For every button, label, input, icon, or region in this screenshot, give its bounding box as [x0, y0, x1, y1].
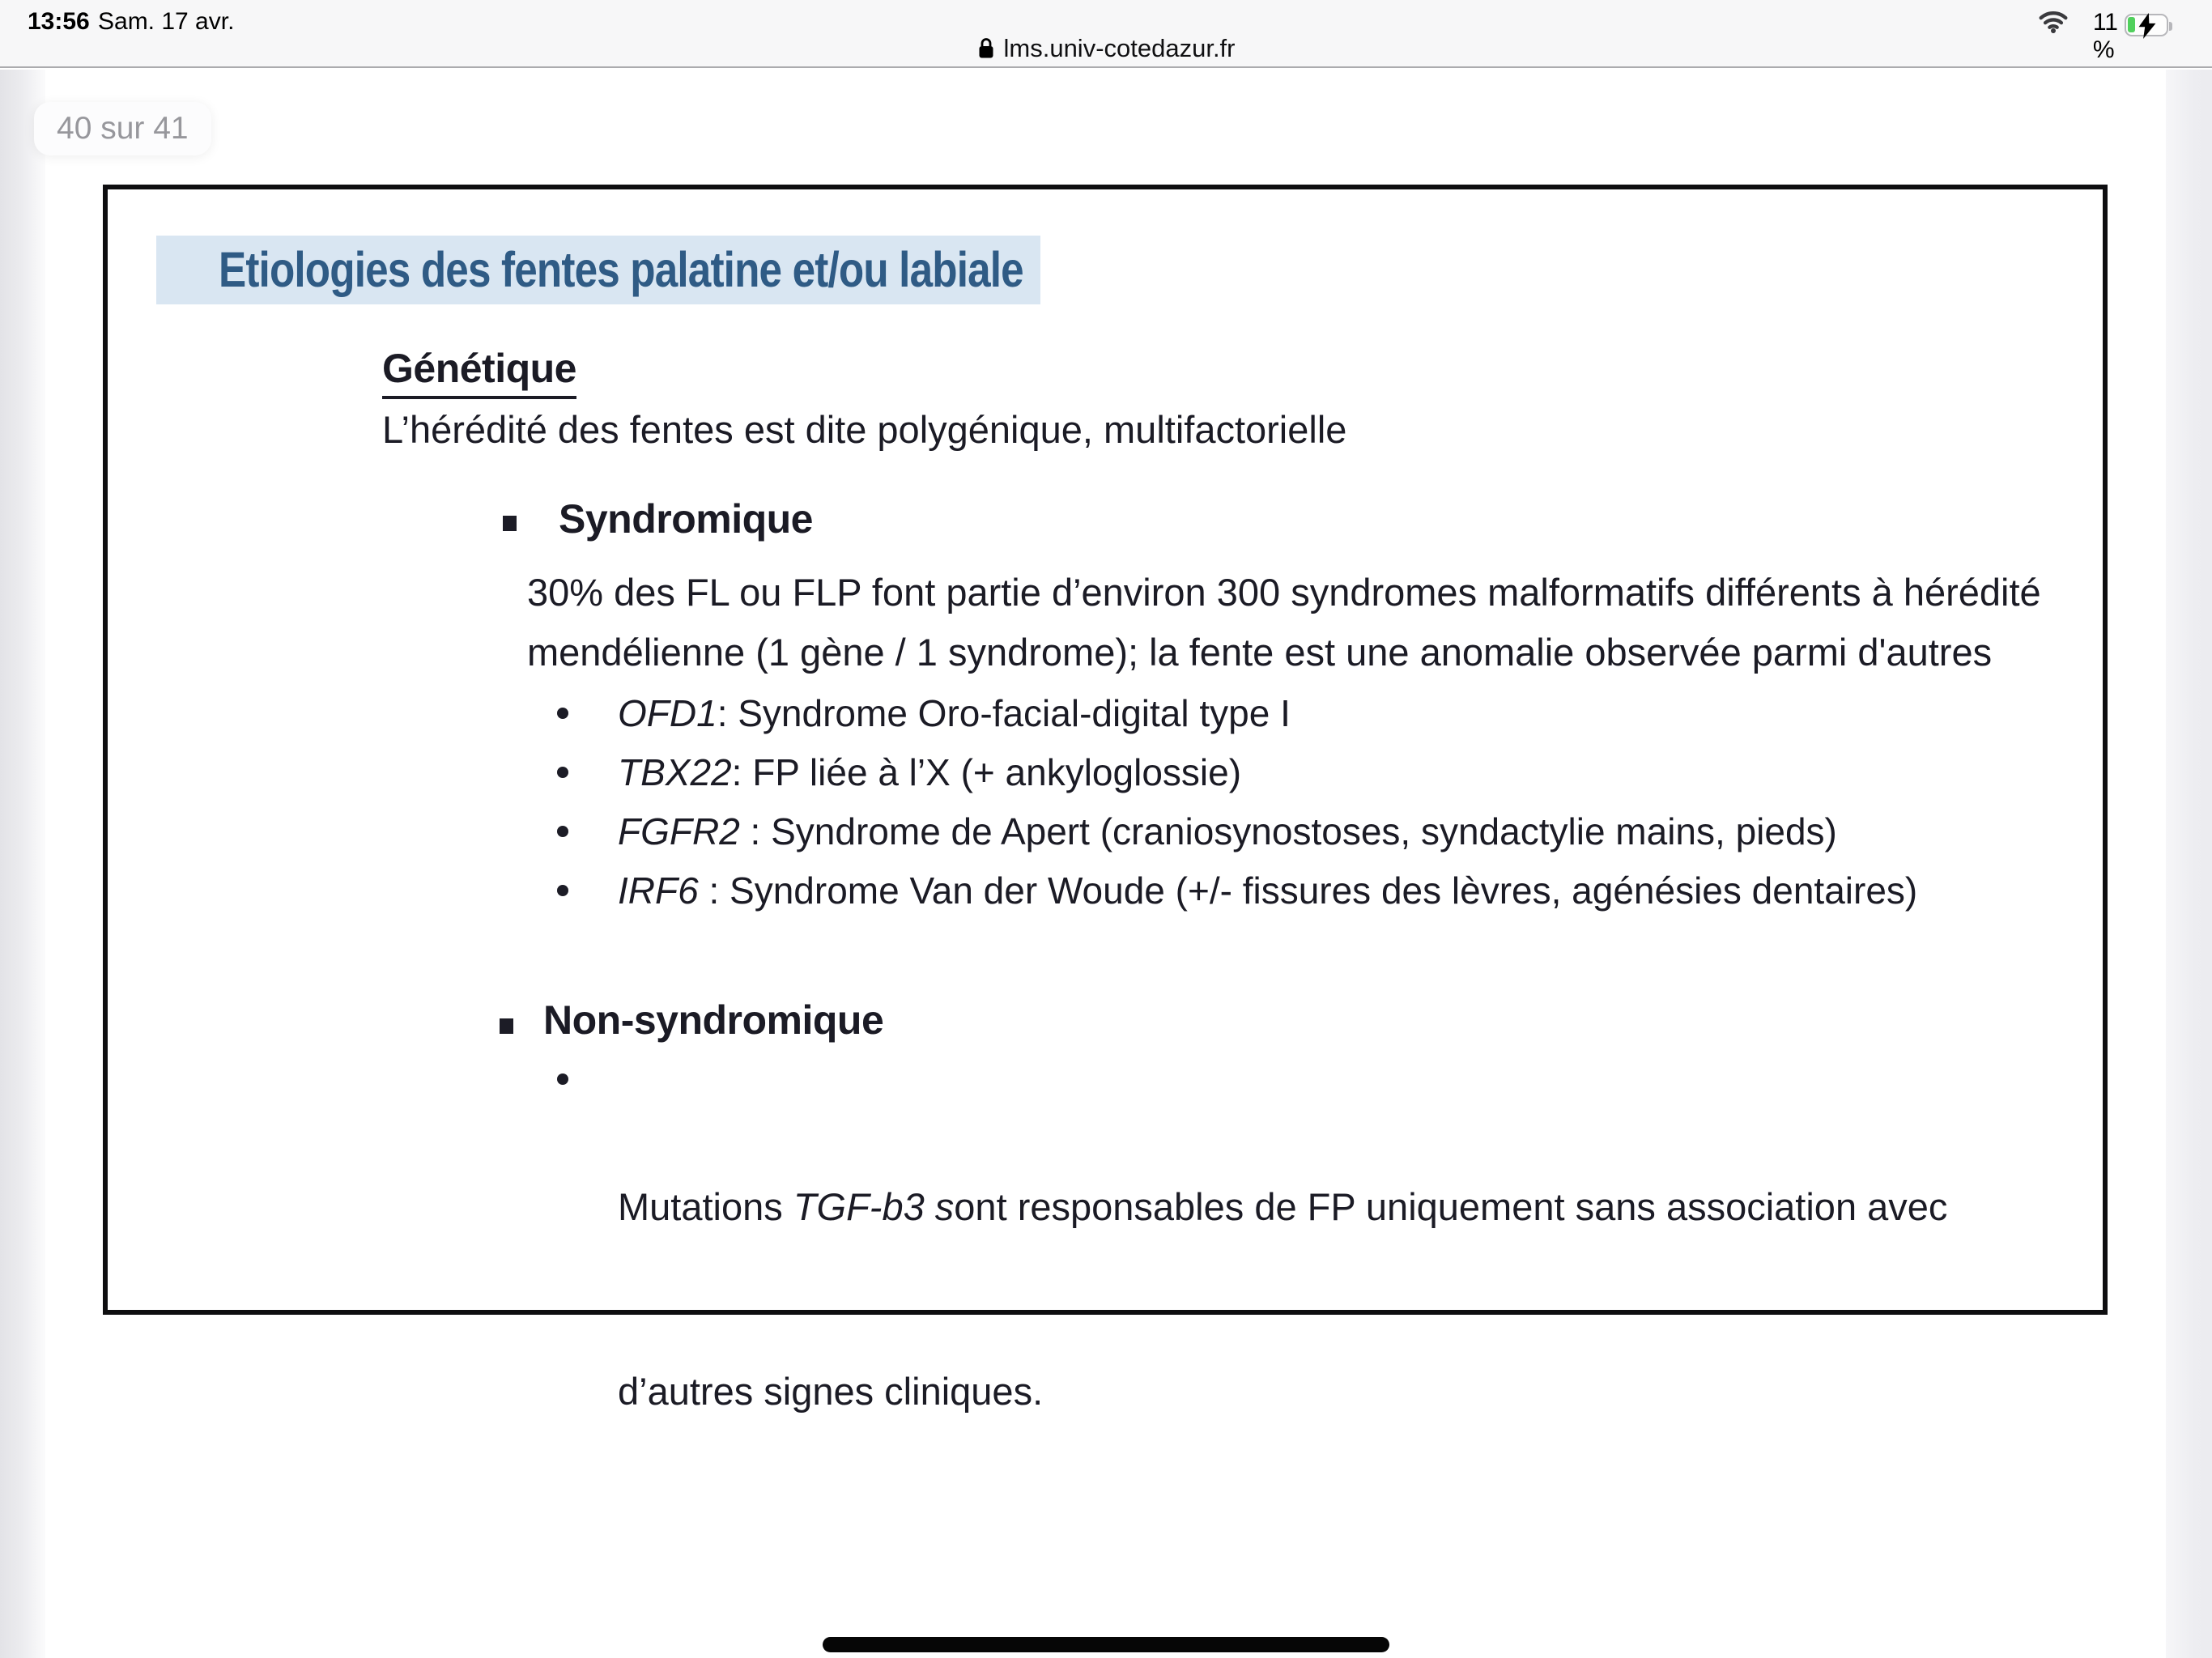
dot-bullet-icon — [557, 885, 568, 896]
mutations-rest: ont responsables de FP uniquement sans association avec — [954, 1185, 1948, 1228]
dot-bullet-icon — [557, 826, 568, 837]
mutations-line-2: d’autres signes cliniques. — [618, 1370, 1044, 1413]
gene-name: OFD1 — [618, 691, 717, 734]
intro-line: L’hérédité des fentes est dite polygénique, multifactorielle — [382, 408, 1347, 451]
dot-bullet-icon — [557, 767, 568, 778]
dot-bullet-icon — [557, 1073, 568, 1085]
address-bar[interactable] — [0, 32, 2212, 65]
separator: : — [731, 750, 753, 793]
page-count-badge: 40 sur 41 — [34, 102, 211, 155]
list-item — [557, 683, 1917, 742]
separator: : — [717, 691, 738, 734]
square-bullet-icon — [503, 516, 517, 531]
list-item — [557, 801, 1917, 861]
dot-bullet-icon — [557, 708, 568, 719]
gene-description: FP liée à l’X (+ ankyloglossie) — [752, 750, 1242, 793]
mutations-bullet-text — [618, 1053, 1947, 1484]
gene-description: Syndrome de Apert (craniosynostoses, syndactylie mains, pieds) — [771, 810, 1837, 852]
gene-bullet-list — [557, 683, 1917, 920]
section-heading-genetique: Génétique — [382, 345, 576, 399]
battery-nub — [2169, 22, 2172, 31]
safari-toolbar — [0, 0, 2212, 68]
wifi-icon — [2039, 10, 2068, 34]
lock-icon — [977, 37, 995, 60]
list-item — [557, 861, 1917, 920]
mutations-prefix: Mutations — [618, 1185, 793, 1228]
battery-fill — [2128, 17, 2135, 32]
gene-description: Syndrome Van der Woude (+/- fissures des lèvres, agénésies dentaires) — [730, 869, 1918, 912]
paragraph-line: 30% des FL ou FLP font partie d’environ 300 syndromes malformatifs différents à hérédité — [527, 571, 2041, 614]
gene-name: IRF6 — [618, 869, 699, 912]
square-bullet-icon — [500, 1018, 513, 1034]
mutations-line-1 — [618, 1176, 1947, 1238]
separator: : — [698, 869, 730, 912]
separator: : — [739, 810, 772, 852]
status-time: 13:56 — [28, 8, 90, 35]
pdf-right-margin — [2166, 70, 2212, 1658]
status-date: Sam. 17 avr. — [98, 8, 235, 35]
list-item — [557, 742, 1917, 801]
home-indicator[interactable] — [823, 1637, 1389, 1652]
slide-title-banner — [156, 236, 1040, 304]
url-text: lms.univ-cotedazur.fr — [1003, 34, 1236, 62]
slide-title: Etiologies des fentes palatine et/ou labiale — [219, 242, 1023, 297]
syndromique-paragraph — [527, 563, 2041, 682]
battery-icon — [2125, 14, 2168, 36]
heading-syndromique: Syndromique — [559, 496, 813, 542]
heading-non-syndromique: Non-syndromique — [543, 997, 884, 1043]
gene-description: Syndrome Oro-facial-digital type I — [738, 691, 1291, 734]
pdf-left-margin — [0, 70, 45, 1658]
battery-percent-label: 11 % — [2092, 9, 2118, 63]
gene-name: TGF-b3 s — [793, 1185, 955, 1228]
charging-bolt-icon — [2137, 13, 2158, 39]
gene-name: FGFR2 — [618, 810, 740, 852]
paragraph-line: mendélienne (1 gène / 1 syndrome); la fente est une anomalie observée parmi d'autres — [527, 631, 1993, 674]
gene-name: TBX22 — [618, 750, 732, 793]
